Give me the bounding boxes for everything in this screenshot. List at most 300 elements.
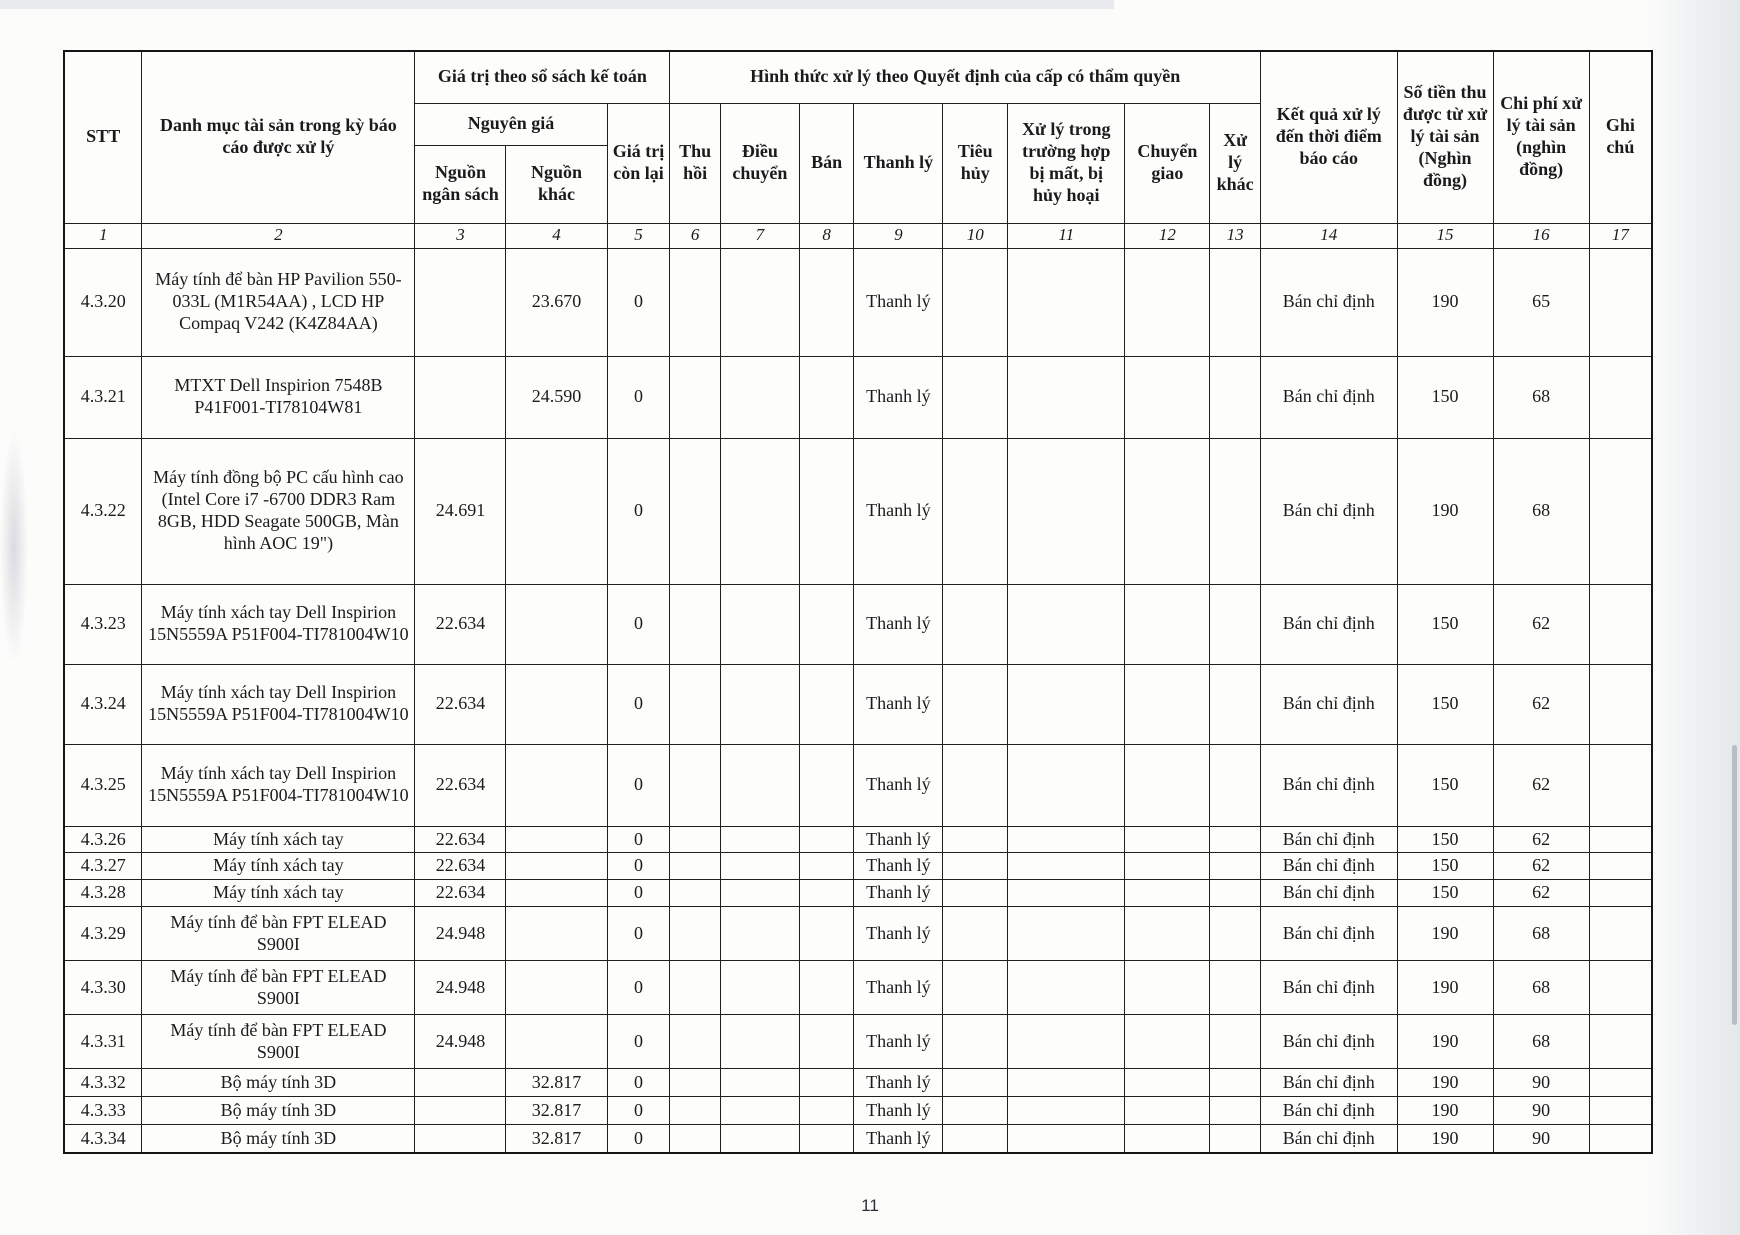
cell-result: Bán chỉ định <box>1260 584 1397 664</box>
cell-destroy <box>943 584 1008 664</box>
cell-cost: 68 <box>1493 1015 1589 1069</box>
cell-liquidation: Thanh lý <box>854 744 943 826</box>
cell-result: Bán chỉ định <box>1260 1015 1397 1069</box>
cell-liquidation: Thanh lý <box>854 1097 943 1125</box>
cell-stt: 4.3.21 <box>64 356 142 438</box>
cell-transfer <box>720 1097 799 1125</box>
cell-liquidation: Thanh lý <box>854 248 943 356</box>
column-number-2: 2 <box>142 223 415 248</box>
cell-liquidation: Thanh lý <box>854 1125 943 1153</box>
cell-asset-name: Máy tính xách tay <box>142 853 415 880</box>
cell-cost: 62 <box>1493 664 1589 744</box>
cell-recall <box>670 961 721 1015</box>
cell-source-other <box>506 826 607 853</box>
cell-lost-damaged <box>1008 584 1125 664</box>
column-number-15: 15 <box>1397 223 1493 248</box>
cell-other-handling <box>1210 1015 1261 1069</box>
cell-remaining-value: 0 <box>607 584 670 664</box>
cell-money-collected: 190 <box>1397 248 1493 356</box>
cell-destroy <box>943 1097 1008 1125</box>
cell-money-collected: 150 <box>1397 664 1493 744</box>
cell-source-other <box>506 961 607 1015</box>
cell-money-collected: 190 <box>1397 438 1493 584</box>
cell-transfer <box>720 1015 799 1069</box>
cell-destroy <box>943 853 1008 880</box>
cell-source-budget: 24.948 <box>415 1015 506 1069</box>
cell-liquidation: Thanh lý <box>854 664 943 744</box>
cell-money-collected: 150 <box>1397 584 1493 664</box>
cell-result: Bán chỉ định <box>1260 1125 1397 1153</box>
cell-source-budget: 22.634 <box>415 880 506 907</box>
cell-source-other <box>506 438 607 584</box>
column-number-5: 5 <box>607 223 670 248</box>
header-destroy: Tiêu hủy <box>943 103 1008 223</box>
cell-cost: 62 <box>1493 584 1589 664</box>
header-handling-group: Hình thức xử lý theo Quyết định của cấp có thẩm quyền <box>670 51 1261 103</box>
cell-handover <box>1125 1125 1210 1153</box>
cell-cost: 68 <box>1493 356 1589 438</box>
cell-cost: 65 <box>1493 248 1589 356</box>
cell-result: Bán chỉ định <box>1260 853 1397 880</box>
cell-recall <box>670 826 721 853</box>
header-transfer: Điều chuyển <box>720 103 799 223</box>
cell-destroy <box>943 826 1008 853</box>
cell-note <box>1589 664 1652 744</box>
cell-remaining-value: 0 <box>607 880 670 907</box>
cell-source-budget: 22.634 <box>415 664 506 744</box>
scanner-artifact-top <box>0 0 1114 9</box>
cell-handover <box>1125 248 1210 356</box>
cell-source-other: 24.590 <box>506 356 607 438</box>
cell-result: Bán chỉ định <box>1260 438 1397 584</box>
cell-note <box>1589 1069 1652 1097</box>
cell-cost: 90 <box>1493 1097 1589 1125</box>
cell-money-collected: 150 <box>1397 880 1493 907</box>
cell-source-budget <box>415 1097 506 1125</box>
cell-remaining-value: 0 <box>607 907 670 961</box>
cell-other-handling <box>1210 826 1261 853</box>
header-remaining-value: Giá trị còn lại <box>607 103 670 223</box>
cell-sell <box>799 248 854 356</box>
cell-other-handling <box>1210 961 1261 1015</box>
cell-stt: 4.3.31 <box>64 1015 142 1069</box>
column-number-4: 4 <box>506 223 607 248</box>
header-sell: Bán <box>799 103 854 223</box>
cell-result: Bán chỉ định <box>1260 907 1397 961</box>
column-number-9: 9 <box>854 223 943 248</box>
cell-source-budget: 22.634 <box>415 853 506 880</box>
cell-money-collected: 150 <box>1397 826 1493 853</box>
cell-liquidation: Thanh lý <box>854 356 943 438</box>
header-result: Kết quả xử lý đến thời điểm báo cáo <box>1260 51 1397 223</box>
header-original-price-group: Nguyên giá <box>415 103 607 145</box>
table-row <box>64 584 1652 664</box>
column-number-row <box>64 223 1652 248</box>
cell-cost: 90 <box>1493 1125 1589 1153</box>
header-lost-damaged: Xử lý trong trường hợp bị mất, bị hủy hoại <box>1008 103 1125 223</box>
header-other-handling: Xử lý khác <box>1210 103 1261 223</box>
cell-transfer <box>720 438 799 584</box>
cell-asset-name: Bộ máy tính 3D <box>142 1125 415 1153</box>
cell-money-collected: 150 <box>1397 744 1493 826</box>
cell-asset-name: Máy tính để bàn FPT ELEAD S900I <box>142 907 415 961</box>
cell-stt: 4.3.27 <box>64 853 142 880</box>
cell-source-other <box>506 853 607 880</box>
cell-source-budget: 24.948 <box>415 961 506 1015</box>
cell-other-handling <box>1210 744 1261 826</box>
cell-other-handling <box>1210 853 1261 880</box>
cell-source-other <box>506 880 607 907</box>
cell-transfer <box>720 248 799 356</box>
cell-liquidation: Thanh lý <box>854 961 943 1015</box>
cell-destroy <box>943 356 1008 438</box>
table-row <box>64 744 1652 826</box>
cell-sell <box>799 1097 854 1125</box>
header-book-value-group: Giá trị theo sổ sách kế toán <box>415 51 670 103</box>
cell-result: Bán chỉ định <box>1260 356 1397 438</box>
column-number-10: 10 <box>943 223 1008 248</box>
cell-asset-name: Máy tính xách tay Dell Inspirion 15N5559A P51F004-TI781004W10 <box>142 744 415 826</box>
cell-remaining-value: 0 <box>607 826 670 853</box>
cell-remaining-value: 0 <box>607 1015 670 1069</box>
cell-stt: 4.3.20 <box>64 248 142 356</box>
cell-result: Bán chỉ định <box>1260 961 1397 1015</box>
cell-handover <box>1125 907 1210 961</box>
cell-handover <box>1125 744 1210 826</box>
table-row <box>64 961 1652 1015</box>
column-number-6: 6 <box>670 223 721 248</box>
cell-sell <box>799 1069 854 1097</box>
cell-handover <box>1125 356 1210 438</box>
cell-cost: 62 <box>1493 853 1589 880</box>
cell-other-handling <box>1210 1097 1261 1125</box>
column-number-17: 17 <box>1589 223 1652 248</box>
cell-note <box>1589 248 1652 356</box>
cell-source-other: 32.817 <box>506 1097 607 1125</box>
column-number-8: 8 <box>799 223 854 248</box>
cell-stt: 4.3.24 <box>64 664 142 744</box>
cell-source-other: 32.817 <box>506 1069 607 1097</box>
cell-remaining-value: 0 <box>607 961 670 1015</box>
cell-note <box>1589 907 1652 961</box>
cell-asset-name: Bộ máy tính 3D <box>142 1069 415 1097</box>
cell-liquidation: Thanh lý <box>854 853 943 880</box>
cell-transfer <box>720 744 799 826</box>
cell-other-handling <box>1210 880 1261 907</box>
cell-sell <box>799 744 854 826</box>
cell-transfer <box>720 1069 799 1097</box>
cell-destroy <box>943 880 1008 907</box>
cell-other-handling <box>1210 248 1261 356</box>
cell-liquidation: Thanh lý <box>854 907 943 961</box>
header-stt: STT <box>64 51 142 223</box>
cell-result: Bán chỉ định <box>1260 826 1397 853</box>
cell-asset-name: Máy tính để bàn FPT ELEAD S900I <box>142 961 415 1015</box>
cell-asset-name: Máy tính đồng bộ PC cấu hình cao (Intel Core i7 -6700 DDR3 Ram 8GB, HDD Seagate 500GB, Màn hình AOC 19") <box>142 438 415 584</box>
cell-remaining-value: 0 <box>607 1097 670 1125</box>
cell-source-budget <box>415 1125 506 1153</box>
cell-note <box>1589 826 1652 853</box>
header-source-other: Nguồn khác <box>506 145 607 223</box>
column-number-7: 7 <box>720 223 799 248</box>
cell-liquidation: Thanh lý <box>854 584 943 664</box>
cell-handover <box>1125 1015 1210 1069</box>
cell-recall <box>670 880 721 907</box>
cell-handover <box>1125 880 1210 907</box>
cell-transfer <box>720 907 799 961</box>
cell-stt: 4.3.32 <box>64 1069 142 1097</box>
header-source-budget: Nguồn ngân sách <box>415 145 506 223</box>
cell-sell <box>799 853 854 880</box>
cell-handover <box>1125 1069 1210 1097</box>
cell-asset-name: Máy tính xách tay Dell Inspirion 15N5559A P51F004-TI781004W10 <box>142 664 415 744</box>
asset-disposal-table <box>63 50 1653 1154</box>
cell-lost-damaged <box>1008 664 1125 744</box>
table-row <box>64 1015 1652 1069</box>
cell-other-handling <box>1210 664 1261 744</box>
cell-cost: 62 <box>1493 880 1589 907</box>
cell-remaining-value: 0 <box>607 853 670 880</box>
cell-stt: 4.3.23 <box>64 584 142 664</box>
cell-destroy <box>943 664 1008 744</box>
cell-other-handling <box>1210 907 1261 961</box>
cell-recall <box>670 1069 721 1097</box>
header-liquidation: Thanh lý <box>854 103 943 223</box>
cell-note <box>1589 584 1652 664</box>
cell-transfer <box>720 853 799 880</box>
cell-liquidation: Thanh lý <box>854 438 943 584</box>
cell-recall <box>670 356 721 438</box>
cell-sell <box>799 1125 854 1153</box>
cell-lost-damaged <box>1008 356 1125 438</box>
cell-sell <box>799 356 854 438</box>
cell-stt: 4.3.29 <box>64 907 142 961</box>
cell-lost-damaged <box>1008 1069 1125 1097</box>
cell-source-other <box>506 664 607 744</box>
cell-note <box>1589 744 1652 826</box>
cell-handover <box>1125 664 1210 744</box>
cell-recall <box>670 744 721 826</box>
cell-asset-name: Máy tính để bàn FPT ELEAD S900I <box>142 1015 415 1069</box>
table-row <box>64 438 1652 584</box>
cell-liquidation: Thanh lý <box>854 826 943 853</box>
cell-note <box>1589 438 1652 584</box>
cell-money-collected: 190 <box>1397 1097 1493 1125</box>
column-number-11: 11 <box>1008 223 1125 248</box>
table-row <box>64 1069 1652 1097</box>
cell-transfer <box>720 356 799 438</box>
cell-remaining-value: 0 <box>607 1125 670 1153</box>
cell-lost-damaged <box>1008 961 1125 1015</box>
cell-destroy <box>943 248 1008 356</box>
cell-recall <box>670 438 721 584</box>
cell-recall <box>670 907 721 961</box>
cell-recall <box>670 1097 721 1125</box>
cell-source-budget: 22.634 <box>415 584 506 664</box>
cell-remaining-value: 0 <box>607 1069 670 1097</box>
cell-transfer <box>720 1125 799 1153</box>
cell-recall <box>670 248 721 356</box>
cell-other-handling <box>1210 1069 1261 1097</box>
cell-handover <box>1125 853 1210 880</box>
cell-source-other <box>506 744 607 826</box>
cell-sell <box>799 664 854 744</box>
cell-remaining-value: 0 <box>607 744 670 826</box>
cell-source-budget: 24.691 <box>415 438 506 584</box>
cell-note <box>1589 1015 1652 1069</box>
cell-source-other <box>506 584 607 664</box>
cell-money-collected: 150 <box>1397 853 1493 880</box>
cell-source-budget: 22.634 <box>415 744 506 826</box>
cell-result: Bán chỉ định <box>1260 1069 1397 1097</box>
header-note: Ghi chú <box>1589 51 1652 223</box>
cell-source-budget <box>415 356 506 438</box>
column-number-14: 14 <box>1260 223 1397 248</box>
cell-note <box>1589 961 1652 1015</box>
cell-transfer <box>720 584 799 664</box>
cell-lost-damaged <box>1008 248 1125 356</box>
cell-note <box>1589 356 1652 438</box>
cell-liquidation: Thanh lý <box>854 1015 943 1069</box>
cell-recall <box>670 1125 721 1153</box>
cell-remaining-value: 0 <box>607 356 670 438</box>
cell-transfer <box>720 961 799 1015</box>
cell-destroy <box>943 907 1008 961</box>
cell-asset-name: Máy tính xách tay <box>142 826 415 853</box>
cell-sell <box>799 907 854 961</box>
cell-transfer <box>720 880 799 907</box>
cell-destroy <box>943 961 1008 1015</box>
cell-liquidation: Thanh lý <box>854 880 943 907</box>
cell-lost-damaged <box>1008 907 1125 961</box>
cell-other-handling <box>1210 584 1261 664</box>
cell-cost: 68 <box>1493 907 1589 961</box>
scanner-artifact-left-smudge <box>0 430 28 665</box>
cell-handover <box>1125 584 1210 664</box>
cell-lost-damaged <box>1008 438 1125 584</box>
cell-money-collected: 190 <box>1397 1125 1493 1153</box>
cell-sell <box>799 438 854 584</box>
cell-remaining-value: 0 <box>607 664 670 744</box>
cell-lost-damaged <box>1008 1125 1125 1153</box>
cell-lost-damaged <box>1008 1097 1125 1125</box>
cell-handover <box>1125 438 1210 584</box>
cell-transfer <box>720 826 799 853</box>
cell-recall <box>670 1015 721 1069</box>
cell-lost-damaged <box>1008 744 1125 826</box>
cell-other-handling <box>1210 1125 1261 1153</box>
cell-stt: 4.3.26 <box>64 826 142 853</box>
cell-sell <box>799 584 854 664</box>
cell-handover <box>1125 1097 1210 1125</box>
cell-sell <box>799 961 854 1015</box>
cell-transfer <box>720 664 799 744</box>
cell-note <box>1589 1125 1652 1153</box>
cell-remaining-value: 0 <box>607 248 670 356</box>
cell-other-handling <box>1210 438 1261 584</box>
cell-recall <box>670 584 721 664</box>
page-number: 11 <box>861 1196 879 1215</box>
cell-asset-name: Máy tính xách tay Dell Inspirion 15N5559A P51F004-TI781004W10 <box>142 584 415 664</box>
cell-stt: 4.3.22 <box>64 438 142 584</box>
cell-stt: 4.3.33 <box>64 1097 142 1125</box>
cell-destroy <box>943 1015 1008 1069</box>
cell-source-other: 32.817 <box>506 1125 607 1153</box>
column-number-16: 16 <box>1493 223 1589 248</box>
cell-source-budget: 24.948 <box>415 907 506 961</box>
cell-source-budget <box>415 1069 506 1097</box>
cell-result: Bán chỉ định <box>1260 248 1397 356</box>
scanner-artifact-right-sliver <box>1732 745 1737 1025</box>
cell-source-other <box>506 1015 607 1069</box>
table-row <box>64 907 1652 961</box>
cell-cost: 62 <box>1493 826 1589 853</box>
cell-sell <box>799 1015 854 1069</box>
cell-lost-damaged <box>1008 880 1125 907</box>
cell-stt: 4.3.30 <box>64 961 142 1015</box>
table-row <box>64 664 1652 744</box>
table-row <box>64 356 1652 438</box>
cell-lost-damaged <box>1008 826 1125 853</box>
cell-lost-damaged <box>1008 853 1125 880</box>
cell-note <box>1589 853 1652 880</box>
cell-cost: 68 <box>1493 961 1589 1015</box>
cell-result: Bán chỉ định <box>1260 1097 1397 1125</box>
cell-money-collected: 190 <box>1397 1069 1493 1097</box>
cell-destroy <box>943 1069 1008 1097</box>
header-cost: Chi phí xử lý tài sản (nghìn đồng) <box>1493 51 1589 223</box>
table-row <box>64 880 1652 907</box>
cell-stt: 4.3.25 <box>64 744 142 826</box>
cell-handover <box>1125 826 1210 853</box>
column-number-1: 1 <box>64 223 142 248</box>
header-money-collected: Số tiền thu được từ xử lý tài sản (Nghìn đồng) <box>1397 51 1493 223</box>
cell-stt: 4.3.28 <box>64 880 142 907</box>
cell-money-collected: 190 <box>1397 961 1493 1015</box>
cell-result: Bán chỉ định <box>1260 880 1397 907</box>
table-row <box>64 248 1652 356</box>
cell-asset-name: Máy tính xách tay <box>142 880 415 907</box>
cell-note <box>1589 880 1652 907</box>
header-category: Danh mục tài sản trong kỳ báo cáo được xử lý <box>142 51 415 223</box>
cell-asset-name: Máy tính để bàn HP Pavilion 550-033L (M1R54AA) , LCD HP Compaq V242 (K4Z84AA) <box>142 248 415 356</box>
cell-other-handling <box>1210 356 1261 438</box>
cell-note <box>1589 1097 1652 1125</box>
cell-handover <box>1125 961 1210 1015</box>
cell-cost: 62 <box>1493 744 1589 826</box>
cell-liquidation: Thanh lý <box>854 1069 943 1097</box>
scanner-artifact-right-wash <box>1645 0 1740 1235</box>
column-number-3: 3 <box>415 223 506 248</box>
table-row <box>64 826 1652 853</box>
cell-cost: 68 <box>1493 438 1589 584</box>
column-number-12: 12 <box>1125 223 1210 248</box>
cell-asset-name: MTXT Dell Inspirion 7548B P41F001-TI78104W81 <box>142 356 415 438</box>
cell-sell <box>799 880 854 907</box>
table-row <box>64 1097 1652 1125</box>
cell-recall <box>670 664 721 744</box>
cell-source-other <box>506 907 607 961</box>
cell-destroy <box>943 744 1008 826</box>
cell-money-collected: 150 <box>1397 356 1493 438</box>
cell-destroy <box>943 438 1008 584</box>
cell-source-budget <box>415 248 506 356</box>
table-row <box>64 853 1652 880</box>
cell-stt: 4.3.34 <box>64 1125 142 1153</box>
cell-result: Bán chỉ định <box>1260 744 1397 826</box>
cell-money-collected: 190 <box>1397 1015 1493 1069</box>
column-number-13: 13 <box>1210 223 1261 248</box>
